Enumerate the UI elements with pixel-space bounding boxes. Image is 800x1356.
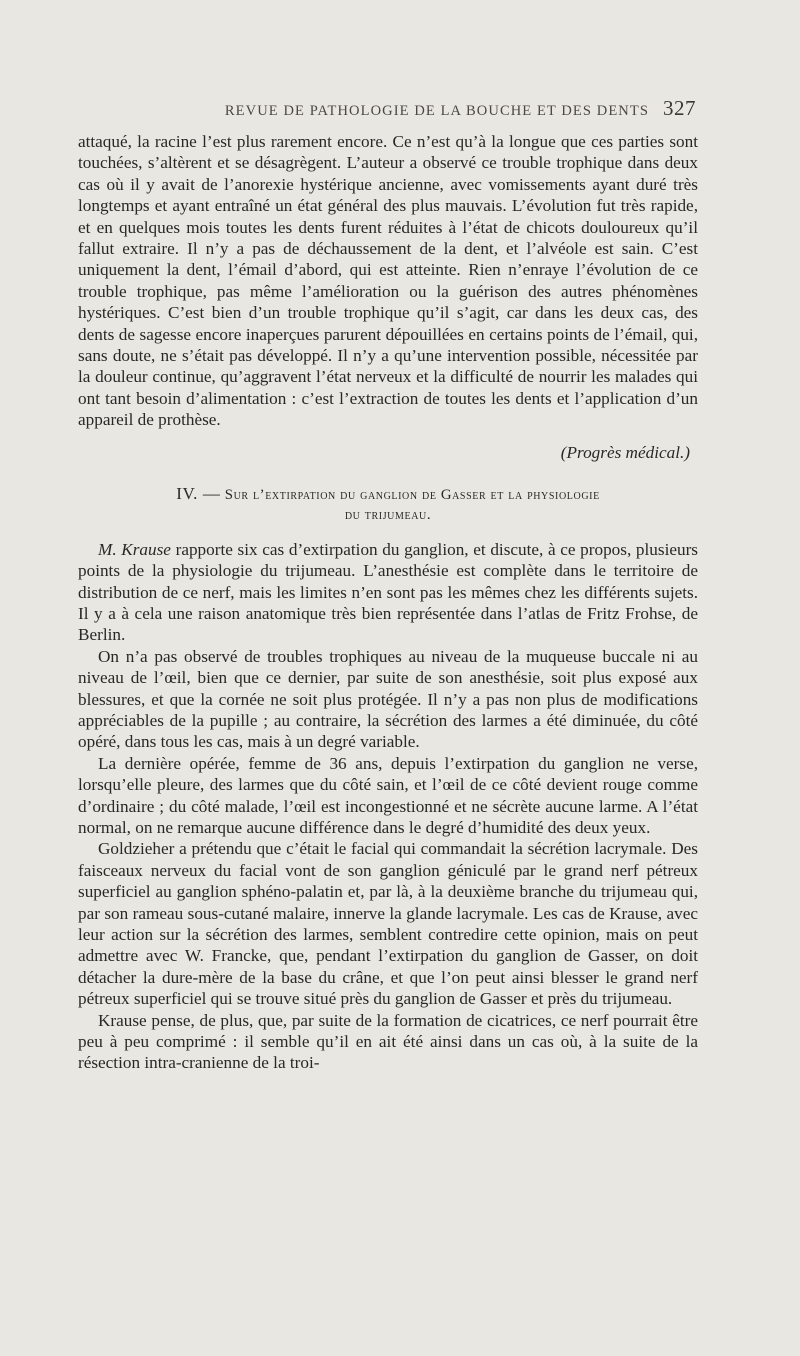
paragraph-5: Goldzieher a prétendu que c’était le facial qui commandait la sécrétion lacrymale. Des faisceaux nerveux du facial vont de son ganglion géniculé par le grand nerf pétreux superficiel au ganglion sphéno-palatin et, par là, à la deuxième branche du trijumeau qui, par son rameau sous-cutané malaire, innerve la glande lacrymale. Les cas de Krause, avec leur action sur la sécrétion des larmes, semblent contredire cette opinion, mais on peut admettre avec W. Francke, que, pendant l’extirpation du ganglion de Gasser, on doit détacher la dure-mère de la base du crâne, et que l’on peut ainsi blesser le grand nerf pétreux superficiel qui se trouve situé près du ganglion de Gasser et près du trijumeau.: [78, 839, 698, 1009]
running-header: [78, 96, 698, 121]
paragraph-1: attaqué, la racine l’est plus rarement encore. Ce n’est qu’à la longue que ces parties sont touchées, s’altèrent et se désagrègent. L’auteur a observé ce trouble trophique dans deux cas où il y avait de l’anorexie hystérique ancienne, avec vomissements ayant duré très longtemps et ayant entraîné un état général des plus mauvais. L’évolution fut très rapide, et en quelques mois toutes les dents furent réduites à l’état de chicots douloureux qu’il fallut extraire. Il n’y a pas de déchaussement de la dent, et l’alvéole est sain. C’est uniquement la dent, l’émail d’abord, qui est atteinte. Rien n’enraye l’évolution de ce trouble trophique, pas même l’amélioration ou la guérison des autres phénomènes hystériques. C’est bien d’un trouble trophique qu’il s’agit, car dans les deux cas, des dents de sagesse encore inaperçues parurent dépouillées en certains points de l’émail, qui, sans doute, ne s’était pas développé. Il n’y a qu’une intervention possible, nécessitée par la douleur continue, qu’aggravent l’état nerveux et la difficulté de nourrir les malades qui ont tant besoin d’alimentation : c’est l’extraction de toutes les dents et l’application d’un appareil de prothèse.: [78, 132, 698, 430]
section-title-line-2: du trijumeau.: [344, 506, 432, 523]
section-title-line-1: Sur l’extirpation du ganglion de Gasser et la physiologie: [224, 486, 600, 503]
running-title: REVUE DE PATHOLOGIE DE LA BOUCHE ET DES DENTS: [224, 103, 649, 119]
section-number: IV. —: [176, 483, 221, 503]
paragraph-6: Krause pense, de plus, que, par suite de la formation de cicatrices, ce nerf pourrait être peu à peu comprimé : il semble qu’il en ait été ainsi dans un cas où, à la suite de la résection intra-cranienne de la troi-: [78, 1010, 698, 1073]
paragraph-2: [78, 539, 698, 646]
citation: (Progrès médical.): [560, 442, 690, 462]
paragraph-2-text: rapporte six cas d’extirpation du ganglion, et discute, à ce propos, plusieurs points de la physiologie du trijumeau. L’anesthésie est complète dans le territoire de distribution de ce nerf, mais les limites n’en sont pas les mêmes chez les différents sujets. Il y a à cela une raison anatomique très bien représentée dans l’atlas de Fritz Frohse, de Berlin.: [78, 539, 698, 645]
section-heading: [78, 484, 698, 525]
paragraph-4: La dernière opérée, femme de 36 ans, depuis l’extirpation du ganglion ne verse, lorsqu’elle pleure, des larmes que du côté sain, et l’œil de ce côté devient rouge comme d’ordinaire ; du côté malade, l’œil est incongestionné et ne sécrète aucune larme. A l’état normal, on ne remarque aucune différence dans le degré d’humidité des deux yeux.: [78, 753, 698, 837]
page-number: 327: [663, 96, 696, 120]
paragraph-3: On n’a pas observé de troubles trophiques au niveau de la muqueuse buccale ni au niveau de l’œil, bien que ce dernier, par suite de son anesthésie, soit plus exposé aux blessures, et que la cornée ne soit plus protégée. Il n’y a pas non plus de modifications appréciables de la pupille ; au contraire, la sécrétion des larmes a été diminuée, du côté opéré, dans tous les cas, mais à un degré variable.: [78, 646, 698, 752]
author-name: M. Krause: [98, 539, 171, 559]
page: [78, 96, 698, 1074]
